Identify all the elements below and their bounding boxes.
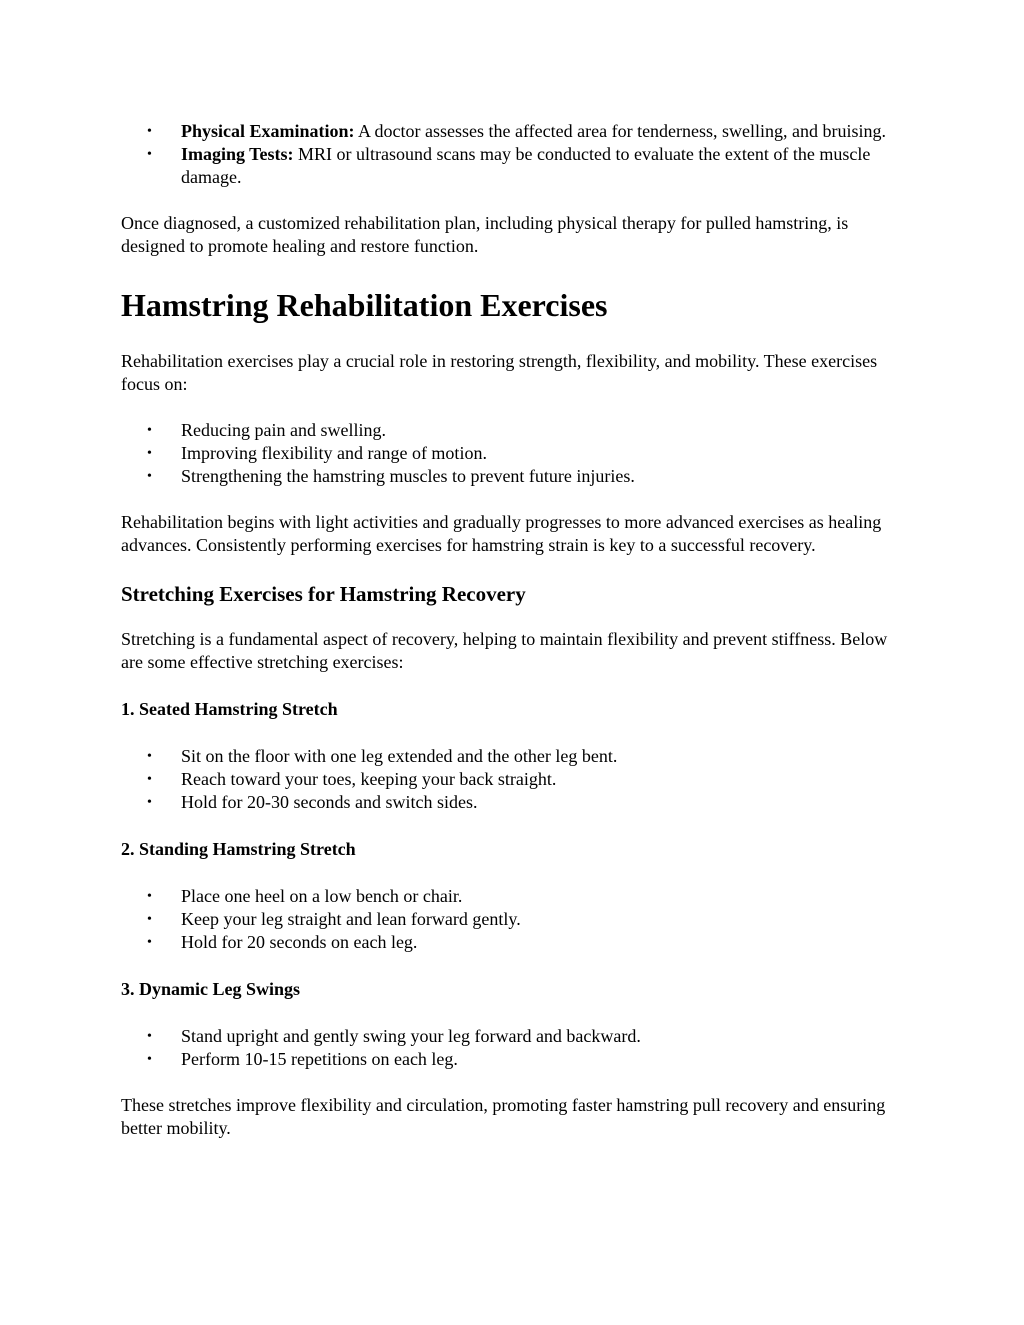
list-item-text: Hold for 20-30 seconds and switch sides. (181, 792, 478, 812)
exercise-steps (121, 1025, 911, 1071)
list-item (147, 791, 911, 814)
bullet-icon: • (147, 772, 152, 787)
bullet-icon: • (147, 1029, 152, 1044)
list-item (147, 465, 911, 488)
list-item (147, 745, 911, 768)
list-item (147, 442, 911, 465)
list-item-text: Place one heel on a low bench or chair. (181, 886, 463, 906)
exercise-title: 3. Dynamic Leg Swings (121, 979, 301, 999)
bullet-icon: • (147, 124, 152, 139)
list-item-term: Physical Examination: (181, 121, 355, 141)
bullet-icon: • (147, 795, 152, 810)
list-item (147, 931, 911, 954)
document-page (121, 120, 911, 1140)
exercise-title: 2. Standing Hamstring Stretch (121, 839, 356, 859)
bullet-icon: • (147, 935, 152, 950)
bullet-icon: • (147, 469, 152, 484)
bullet-icon: • (147, 749, 152, 764)
diagnosis-list (121, 120, 911, 189)
closing-paragraph: These stretches improve flexibility and circulation, promoting faster hamstring pull recovery and ensuring better mobility. (121, 1095, 886, 1138)
exercise-title: 1. Seated Hamstring Stretch (121, 699, 338, 719)
list-item-text: Sit on the floor with one leg extended and the other leg bent. (181, 746, 618, 766)
list-item-text: Stand upright and gently swing your leg forward and backward. (181, 1026, 641, 1046)
list-item-text: Reducing pain and swelling. (181, 420, 386, 440)
list-item-text: Hold for 20 seconds on each leg. (181, 932, 418, 952)
list-item-text: Reach toward your toes, keeping your back straight. (181, 769, 557, 789)
list-item (147, 908, 911, 931)
bullet-icon: • (147, 889, 152, 904)
exercise-steps (121, 745, 911, 814)
list-item (147, 120, 911, 143)
list-item-text: A doctor assesses the affected area for tenderness, swelling, and bruising. (354, 121, 887, 141)
list-item (147, 1048, 911, 1071)
bullet-icon: • (147, 147, 152, 162)
stretching-intro: Stretching is a fundamental aspect of recovery, helping to maintain flexibility and prevent stiffness. Below are some effective stretching exercises: (121, 629, 888, 672)
list-item (147, 143, 911, 189)
list-item (147, 1025, 911, 1048)
rehab-intro: Rehabilitation exercises play a crucial role in restoring strength, flexibility, and mobility. These exercises focus on: (121, 351, 878, 394)
list-item-text: Keep your leg straight and lean forward gently. (181, 909, 521, 929)
list-item (147, 419, 911, 442)
progress-paragraph: Rehabilitation begins with light activities and gradually progresses to more advanced exercises as healing advances. Consistently performing exercises for hamstring strain is key to a successful recovery. (121, 512, 882, 555)
list-item-text: Perform 10-15 repetitions on each leg. (181, 1049, 458, 1069)
bullet-icon: • (147, 912, 152, 927)
list-item-text: Improving flexibility and range of motion. (181, 443, 487, 463)
bullet-icon: • (147, 1052, 152, 1067)
exercise-steps (121, 885, 911, 954)
list-item-text: MRI or ultrasound scans may be conducted to evaluate the extent of the muscle damage. (181, 144, 871, 187)
bullet-icon: • (147, 446, 152, 461)
focus-list (121, 419, 911, 488)
diagnosis-paragraph: Once diagnosed, a customized rehabilitation plan, including physical therapy for pulled hamstring, is designed to promote healing and restore function. (121, 213, 849, 256)
stretching-heading: Stretching Exercises for Hamstring Recovery (121, 582, 526, 606)
rehab-heading: Hamstring Rehabilitation Exercises (121, 287, 608, 323)
list-item-text: Strengthening the hamstring muscles to prevent future injuries. (181, 466, 635, 486)
list-item (147, 768, 911, 791)
list-item-term: Imaging Tests: (181, 144, 294, 164)
bullet-icon: • (147, 423, 152, 438)
list-item (147, 885, 911, 908)
